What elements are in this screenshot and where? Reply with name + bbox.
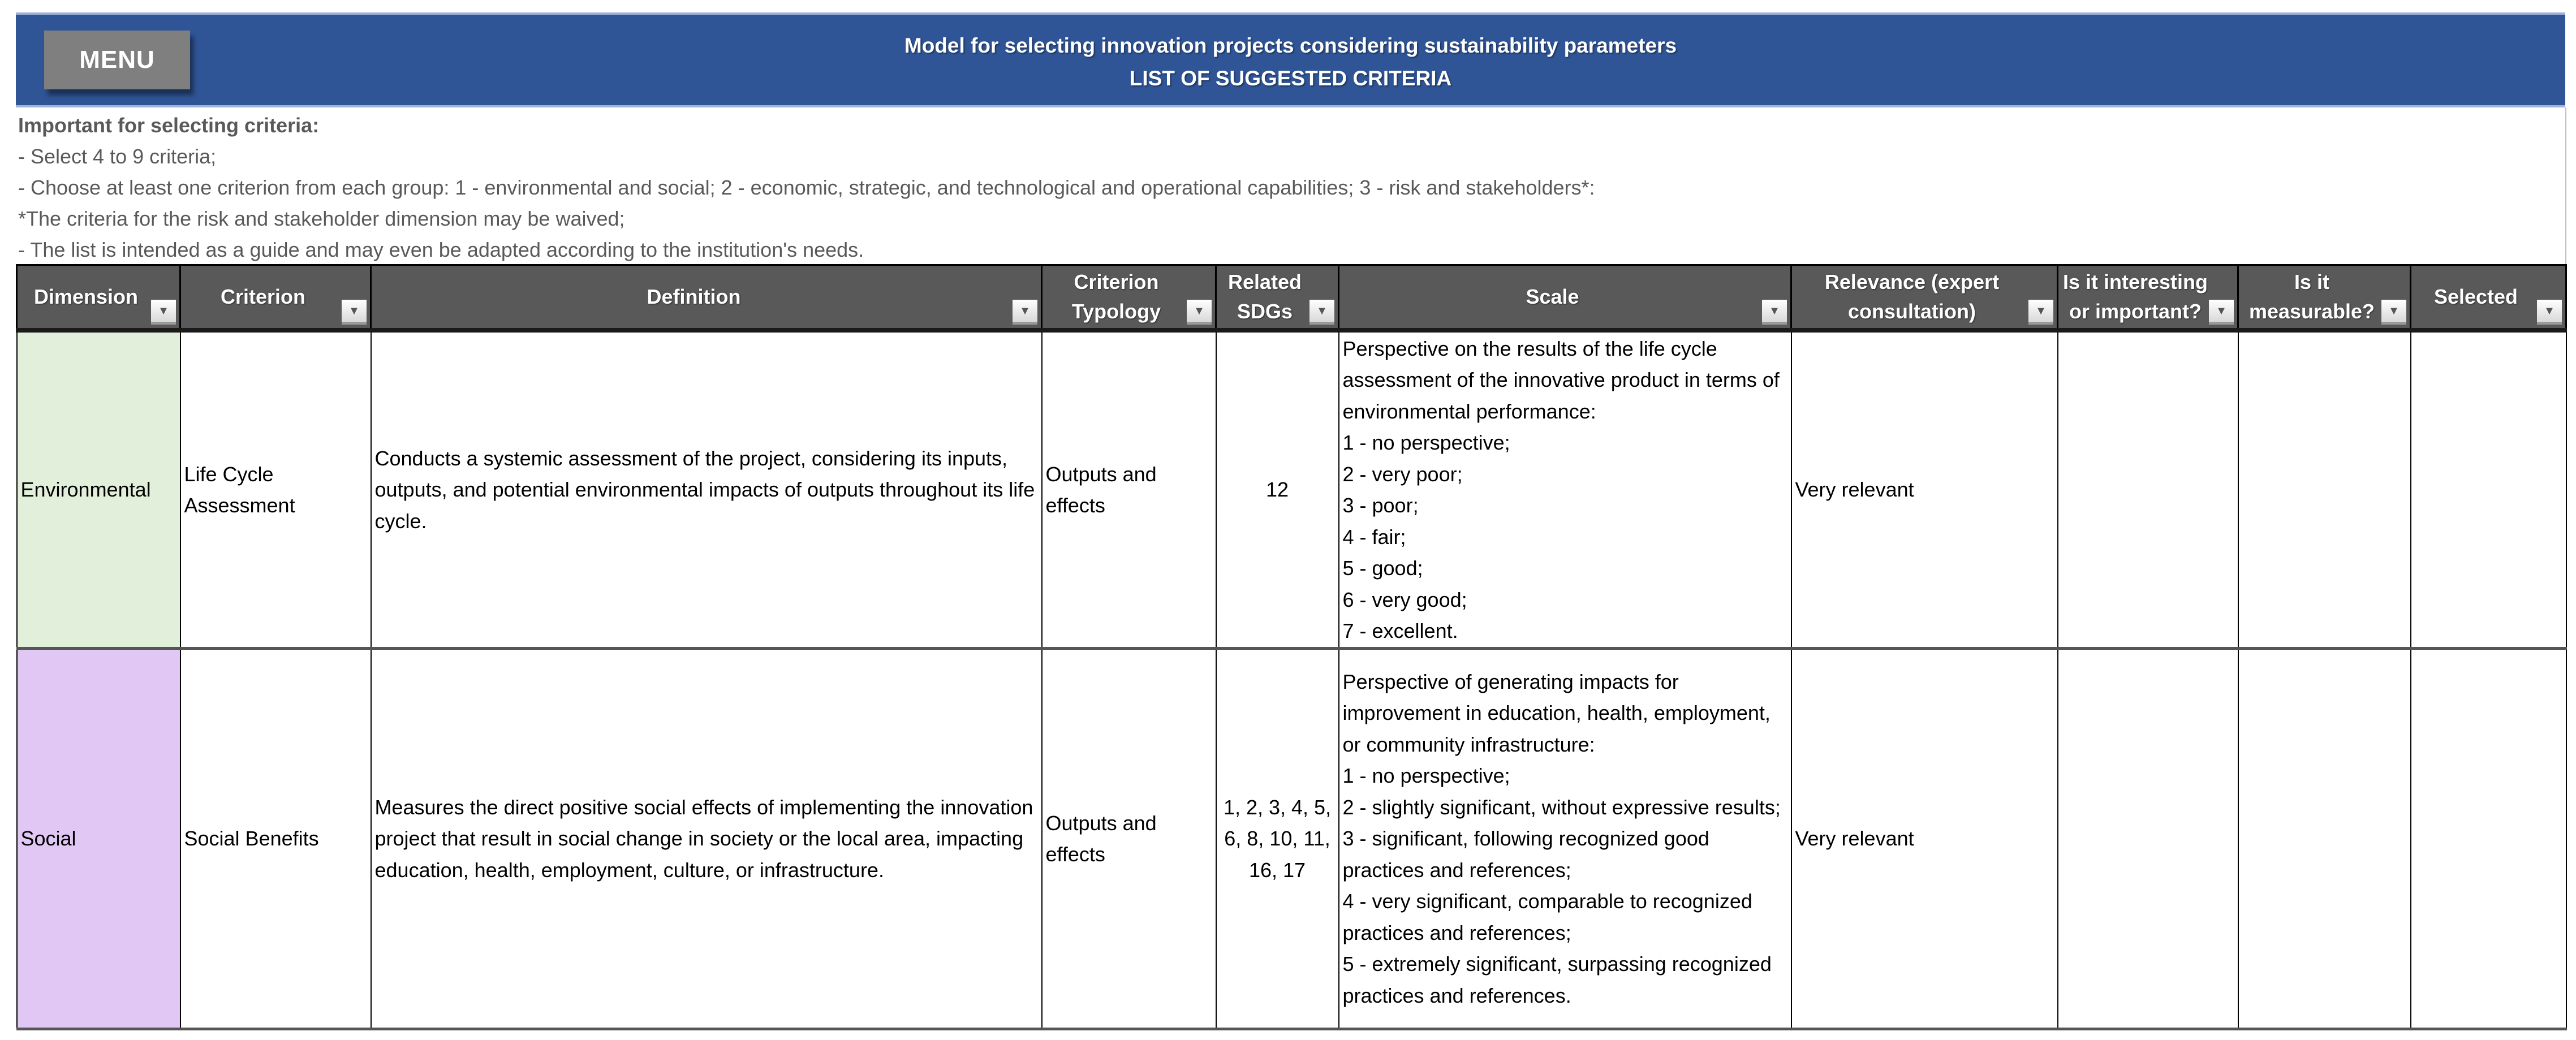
column-header-scale <box>1339 265 1791 331</box>
filter-dropdown-icon[interactable]: ▼ <box>1187 300 1212 325</box>
column-header-label: Selected <box>2433 285 2518 308</box>
column-header-label: Related SDGs <box>1227 270 1302 323</box>
filter-dropdown-icon[interactable]: ▼ <box>342 300 367 325</box>
cell-dimension[interactable]: Social <box>17 649 180 1029</box>
scale-line: 6 - very good; <box>1342 588 1467 611</box>
table-row <box>17 649 2566 1029</box>
scale-line: Perspective of generating impacts for improvement in education, health, employment, or community infrastructure: <box>1342 670 1771 756</box>
header-banner <box>16 12 2565 107</box>
column-header-criterion <box>180 265 371 331</box>
column-header-measurable <box>2238 265 2411 331</box>
cell-selected[interactable] <box>2411 330 2566 649</box>
column-header-label: Dimension <box>33 285 139 308</box>
column-header-label: Definition <box>647 285 741 308</box>
page-subtitle: LIST OF SUGGESTED CRITERIA <box>1129 67 1452 90</box>
table-header-row <box>17 265 2566 331</box>
scale-line: 1 - no perspective; <box>1342 431 1510 454</box>
menu-button[interactable]: MENU <box>44 31 190 89</box>
page-title-block <box>16 29 2565 95</box>
column-header-interesting <box>2058 265 2238 331</box>
column-header-typology <box>1042 265 1216 331</box>
scale-line: 4 - very significant, comparable to recognized practices and references; <box>1342 890 1752 944</box>
notes-line: - Choose at least one criterion from each group: 1 - environmental and social; 2 - economic, strategic, and technological and operational capabilities; 3 - risk and stakeholders*: <box>18 176 1595 199</box>
cell-measurable[interactable] <box>2238 649 2411 1029</box>
filter-dropdown-icon[interactable]: ▼ <box>2537 300 2562 325</box>
cell-criterion[interactable]: Social Benefits <box>180 649 371 1029</box>
selection-notes <box>18 110 2507 265</box>
criteria-table-wrapper <box>16 264 2565 1030</box>
scale-line: 1 - no perspective; <box>1342 764 1510 788</box>
scale-line: 3 - poor; <box>1342 494 1419 517</box>
filter-dropdown-icon[interactable]: ▼ <box>1013 300 1037 325</box>
table-row <box>17 330 2566 649</box>
cell-relevance[interactable]: Very relevant <box>1791 649 2058 1029</box>
scale-line: 7 - excellent. <box>1342 619 1458 642</box>
scale-line: 5 - extremely significant, surpassing recognized practices and references. <box>1342 952 1772 1007</box>
criteria-table <box>16 264 2567 1030</box>
page-title: Model for selecting innovation projects considering sustainability parameters <box>904 34 1677 57</box>
cell-typology[interactable]: Outputs and effects <box>1042 330 1216 649</box>
cell-typology[interactable]: Outputs and effects <box>1042 649 1216 1029</box>
notes-line: - The list is intended as a guide and may even be adapted according to the institution's needs. <box>18 238 864 261</box>
cell-relevance[interactable]: Very relevant <box>1791 330 2058 649</box>
filter-dropdown-icon[interactable]: ▼ <box>2028 300 2053 325</box>
filter-dropdown-icon[interactable]: ▼ <box>1762 300 1787 325</box>
cell-selected[interactable] <box>2411 649 2566 1029</box>
cell-definition[interactable]: Measures the direct positive social effects of implementing the innovation project that result in social change in society or the local area, impacting education, health, employment, culture, or infrastructure. <box>371 649 1042 1029</box>
column-header-label: Scale <box>1526 285 1579 308</box>
cell-measurable[interactable] <box>2238 330 2411 649</box>
cell-scale[interactable] <box>1339 330 1791 649</box>
cell-definition[interactable]: Conducts a systemic assessment of the project, considering its inputs, outputs, and potential environmental impacts of outputs throughout its life cycle. <box>371 330 1042 649</box>
notes-line: - Select 4 to 9 criteria; <box>18 145 217 168</box>
cell-interesting[interactable] <box>2058 649 2238 1029</box>
scale-line: Perspective on the results of the life cycle assessment of the innovative product in terms of environmental performance: <box>1342 336 1780 423</box>
column-header-selected <box>2411 265 2566 331</box>
column-header-label: Is it interesting or important? <box>2062 270 2208 323</box>
column-header-sdgs <box>1216 265 1339 331</box>
filter-dropdown-icon[interactable]: ▼ <box>151 300 176 325</box>
cell-scale[interactable] <box>1339 649 1791 1029</box>
filter-dropdown-icon[interactable]: ▼ <box>2209 300 2234 325</box>
cell-sdgs[interactable]: 12 <box>1216 330 1339 649</box>
scale-line: 2 - very poor; <box>1342 462 1463 486</box>
filter-dropdown-icon[interactable]: ▼ <box>1309 300 1334 325</box>
column-header-label: Is it measurable? <box>2248 270 2375 323</box>
column-header-label: Criterion Typology <box>1071 270 1161 323</box>
column-header-definition <box>371 265 1042 331</box>
cell-sdgs[interactable]: 1, 2, 3, 4, 5, 6, 8, 10, 11, 16, 17 <box>1216 649 1339 1029</box>
scale-line: 3 - significant, following recognized good practices and references; <box>1342 827 1709 882</box>
column-header-label: Criterion <box>220 285 305 308</box>
notes-line: *The criteria for the risk and stakeholder dimension may be waived; <box>18 207 625 230</box>
column-header-relevance <box>1791 265 2058 331</box>
scale-line: 2 - slightly significant, without expressive results; <box>1342 795 1781 819</box>
column-header-label: Relevance (expert consultation) <box>1824 270 2000 323</box>
cell-interesting[interactable] <box>2058 330 2238 649</box>
filter-dropdown-icon[interactable]: ▼ <box>2381 300 2406 325</box>
column-header-dimension <box>17 265 180 331</box>
scale-line: 5 - good; <box>1342 556 1423 580</box>
cell-criterion[interactable]: Life Cycle Assessment <box>180 330 371 649</box>
cell-dimension[interactable]: Environmental <box>17 330 180 649</box>
notes-heading: Important for selecting criteria: <box>18 114 320 137</box>
sheet-right-border <box>2565 107 2566 266</box>
scale-line: 4 - fair; <box>1342 525 1406 549</box>
